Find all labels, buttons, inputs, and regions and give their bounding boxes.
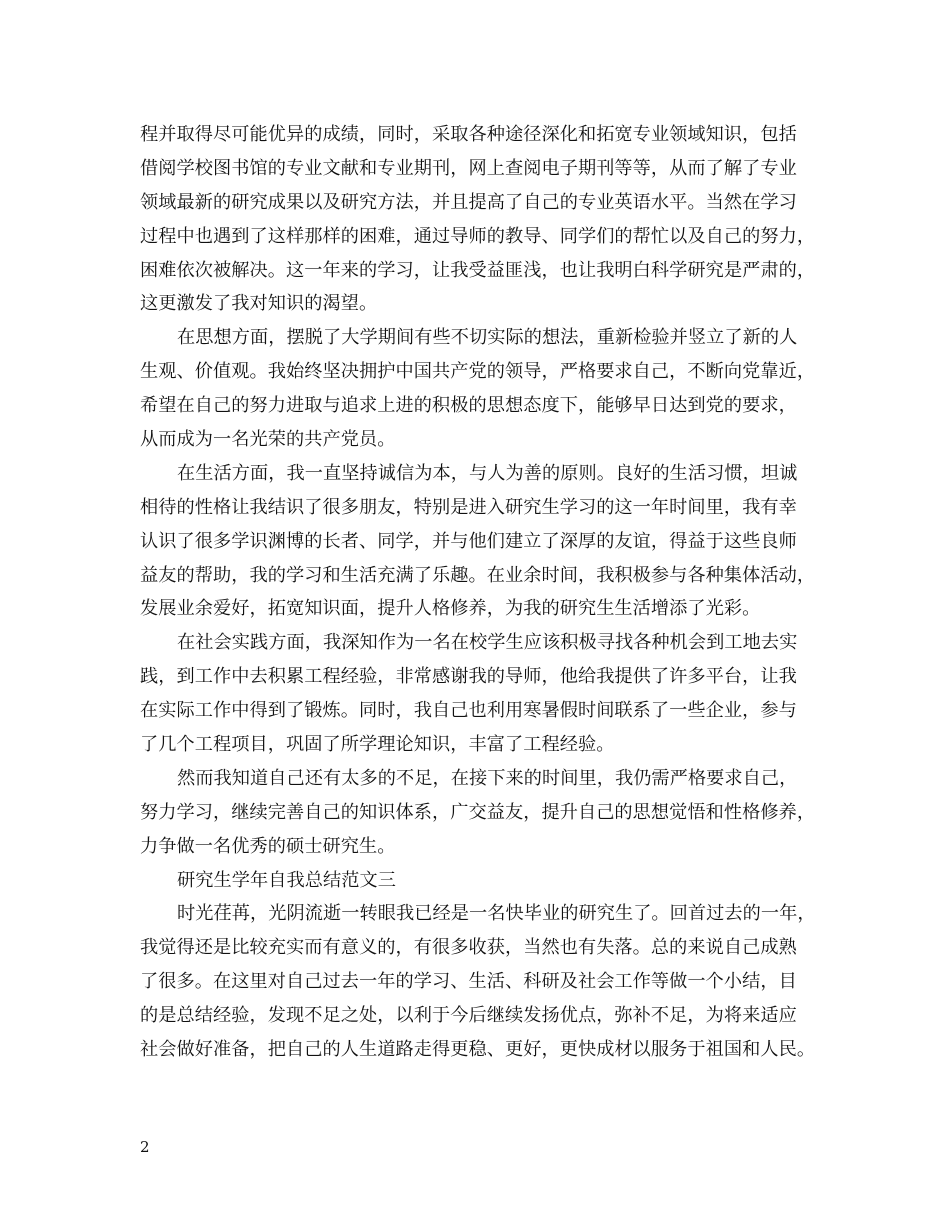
text-line: 希望在自己的努力进取与追求上进的积极的思想态度下，能够早日达到党的要求， [140,395,797,417]
text-line: 努力学习，继续完善自己的知识体系，广交益友，提升自己的思想觉悟和性格修养， [140,801,816,823]
text-line: 生观、价值观。我始终坚决拥护中国共产党的领导，严格要求自己，不断向党靠近， [140,361,816,383]
text-line: 困难依次被解决。这一年来的学习，让我受益匪浅，也让我明白科学研究是严肃的， [140,259,816,281]
text-line: 在实际工作中得到了锻炼。同时，我自己也利用寒暑假时间联系了一些企业，参与 [140,700,797,722]
text-line: 在思想方面，摆脱了大学期间有些不切实际的想法，重新检验并竖立了新的人 [177,327,798,349]
text-line: 认识了很多学识渊博的长者、同学，并与他们建立了深厚的友谊，得益于这些良师 [140,530,797,552]
text-line: 领域最新的研究成果以及研究方法，并且提高了自己的专业英语水平。当然在学习 [140,191,797,213]
text-line: 的是总结经验，发现不足之处，以利于今后继续发扬优点，弥补不足，为将来适应 [140,1005,797,1027]
text-line: 践，到工作中去积累工程经验，非常感谢我的导师，他给我提供了许多平台，让我 [140,666,797,688]
page-number: 2 [140,1138,150,1156]
text-line: 发展业余爱好，拓宽知识面，提升人格修养，为我的研究生生活增添了光彩。 [140,598,761,620]
text-line: 在生活方面，我一直坚持诚信为本，与人为善的原则。良好的生活习惯，坦诚 [177,462,798,484]
text-line: 了几个工程项目，巩固了所学理论知识，丰富了工程经验。 [140,734,615,756]
text-line: 力争做一名优秀的硕士研究生。 [140,835,396,857]
text-line: 过程中也遇到了这样那样的困难，通过导师的教导、同学们的帮忙以及自己的努力， [140,225,816,247]
text-line: 然而我知道自己还有太多的不足，在接下来的时间里，我仍需严格要求自己， [177,767,798,789]
section-heading: 研究生学年自我总结范文三 [177,869,396,891]
text-line: 从而成为一名光荣的共产党员。 [140,429,396,451]
text-line: 了很多。在这里对自己过去一年的学习、生活、科研及社会工作等做一个小结，目 [140,971,797,993]
text-line: 这更激发了我对知识的渴望。 [140,293,378,315]
text-line: 时光荏苒，光阴流逝一转眼我已经是一名快毕业的研究生了。回首过去的一年， [177,903,816,925]
text-line: 社会做好准备，把自己的人生道路走得更稳、更好，更快成材以服务于祖国和人民。 [140,1039,816,1061]
text-line: 我觉得还是比较充实而有意义的，有很多收获，当然也有失落。总的来说自己成熟 [140,937,797,959]
text-line: 相待的性格让我结识了很多朋友，特别是进入研究生学习的这一年时间里，我有幸 [140,496,797,518]
text-line: 借阅学校图书馆的专业文献和专业期刊，网上查阅电子期刊等等，从而了解了专业 [140,157,797,179]
text-line: 程并取得尽可能优异的成绩，同时，采取各种途径深化和拓宽专业领域知识，包括 [140,124,797,145]
text-line: 在社会实践方面，我深知作为一名在校学生应该积极寻找各种机会到工地去实 [177,632,798,654]
text-line: 益友的帮助，我的学习和生活充满了乐趣。在业余时间，我积极参与各种集体活动， [140,564,816,586]
body-text [140,118,820,1067]
